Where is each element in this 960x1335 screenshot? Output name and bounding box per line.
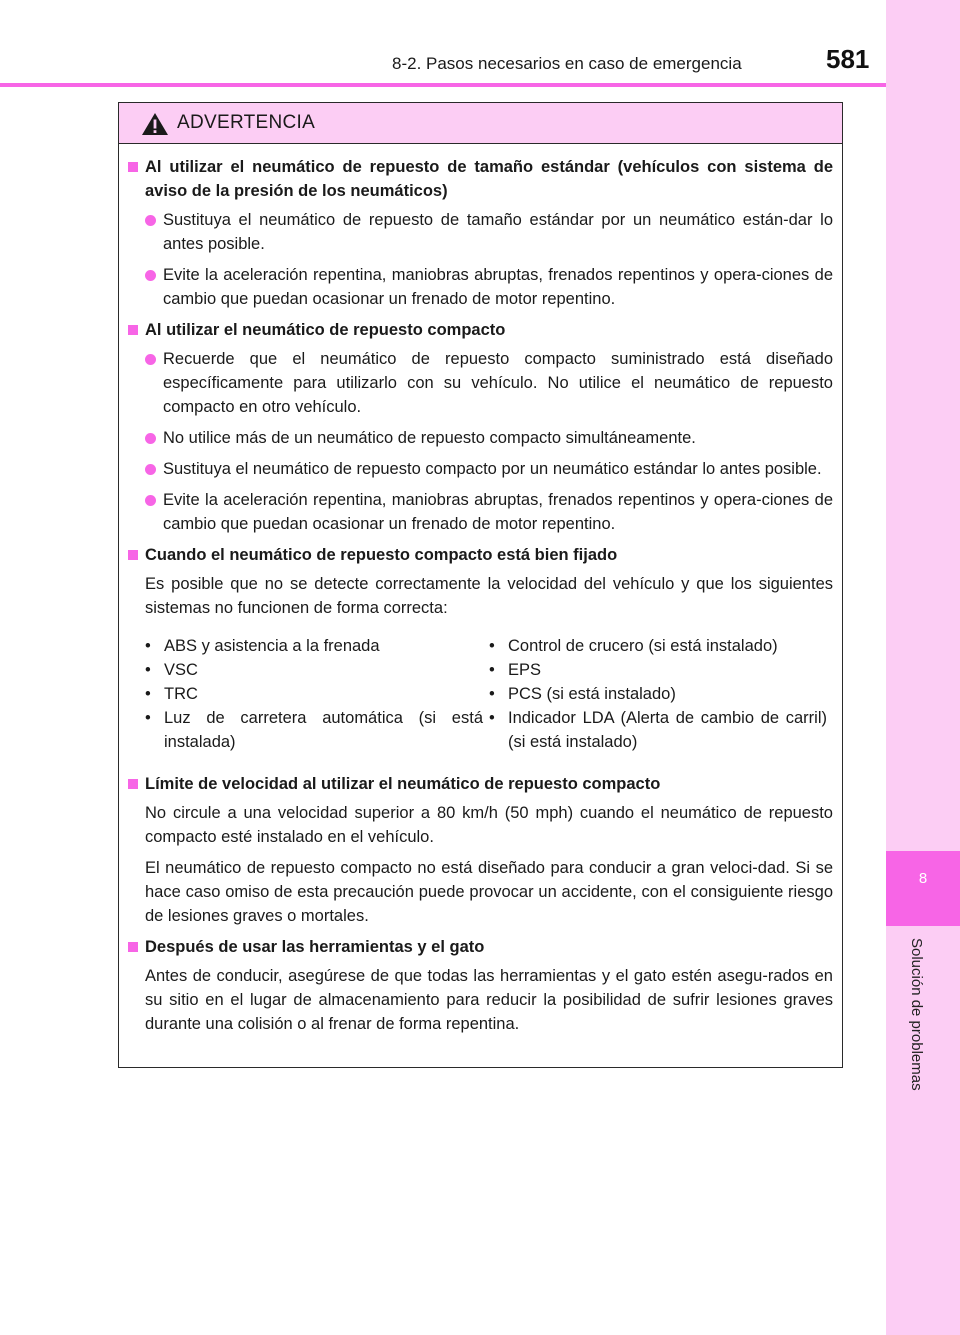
list-item: • EPS xyxy=(489,661,542,679)
chapter-tab xyxy=(886,851,960,926)
header-rule xyxy=(0,83,886,87)
warning-title: ADVERTENCIA xyxy=(177,112,316,133)
warning-header xyxy=(119,103,842,144)
circle-bullet-icon xyxy=(145,354,156,365)
circle-bullet-icon xyxy=(145,495,156,506)
circle-bullet-icon xyxy=(145,270,156,281)
side-strip xyxy=(886,0,960,1335)
square-bullet-icon xyxy=(128,162,138,172)
section-heading: Límite de velocidad al utilizar el neumático de repuesto compacto xyxy=(128,772,833,796)
chapter-label: Solución de problemas xyxy=(908,938,925,1091)
list-item: Evite la aceleración repentina, maniobras abruptas, frenados repentinos y opera-ciones de cambio que puedan ocasionar un frenado de motor repentino. xyxy=(128,488,833,536)
section-heading: Al utilizar el neumático de repuesto compacto xyxy=(128,318,833,342)
list-item: Evite la aceleración repentina, maniobras abruptas, frenados repentinos y opera-ciones de cambio que puedan ocasionar un frenado de motor repentino. xyxy=(128,263,833,311)
list-item: • ABS y asistencia a la frenada xyxy=(145,637,380,655)
list-item: No utilice más de un neumático de repuesto compacto simultáneamente. xyxy=(128,426,833,450)
list-item: Sustituya el neumático de repuesto de tamaño estándar por un neumático están-dar lo antes posible. xyxy=(128,208,833,256)
list-item: Sustituya el neumático de repuesto compacto por un neumático estándar lo antes posible. xyxy=(128,457,833,481)
circle-bullet-icon xyxy=(145,433,156,444)
square-bullet-icon xyxy=(128,550,138,560)
circle-bullet-icon xyxy=(145,464,156,475)
list-item: • Control de crucero (si está instalado) xyxy=(489,637,778,655)
section-heading: Después de usar las herramientas y el gato xyxy=(128,935,833,959)
circle-bullet-icon xyxy=(145,215,156,226)
warning-body xyxy=(128,155,833,1043)
section-heading: Cuando el neumático de repuesto compacto está bien fijado xyxy=(128,543,833,567)
list-item: • TRC xyxy=(145,685,198,703)
paragraph: El neumático de repuesto compacto no está diseñado para conducir a gran veloci-dad. Si se hace caso omiso de esta precaución puede provocar un accidente, con el consiguiente riesgo de lesiones graves o mortales. xyxy=(145,859,833,925)
systems-list xyxy=(128,634,833,754)
square-bullet-icon xyxy=(128,942,138,952)
page-number: 581 xyxy=(826,44,870,74)
list-item: • Luz de carretera automática (si está instalada) xyxy=(145,709,483,751)
section-title: 8-2. Pasos necesarios en caso de emergencia xyxy=(392,54,742,73)
list-item: • PCS (si está instalado) xyxy=(489,685,676,703)
square-bullet-icon xyxy=(128,779,138,789)
chapter-number: 8 xyxy=(918,870,928,887)
paragraph: Antes de conducir, asegúrese de que todas las herramientas y el gato estén asegu-rados en su sitio en el lugar de almacenamiento para reducir la posibilidad de sufrir lesiones graves durante una colisión o al frenar de forma repentina. xyxy=(145,967,833,1033)
list-item: • Indicador LDA (Alerta de cambio de carril) (si está instalado) xyxy=(489,709,827,751)
systems-list-right xyxy=(489,634,833,754)
systems-list-left xyxy=(145,634,489,754)
list-item: Recuerde que el neumático de repuesto compacto suministrado está diseñado específicamente para utilizarlo con su vehículo. No utilice el neumático de repuesto compacto en otro vehículo. xyxy=(128,347,833,419)
warning-triangle-icon xyxy=(141,112,169,136)
square-bullet-icon xyxy=(128,325,138,335)
warning-box xyxy=(118,102,843,1068)
section-heading: Al utilizar el neumático de repuesto de tamaño estándar (vehículos con sistema de aviso de la presión de los neumáticos) xyxy=(128,155,833,203)
paragraph: No circule a una velocidad superior a 80 km/h (50 mph) cuando el neumático de repuesto compacto esté instalado en el vehículo. xyxy=(145,804,833,846)
paragraph: Es posible que no se detecte correctamente la velocidad del vehículo y que los siguientes sistemas no funcionen de forma correcta: xyxy=(145,575,833,617)
list-item: • VSC xyxy=(145,661,198,679)
